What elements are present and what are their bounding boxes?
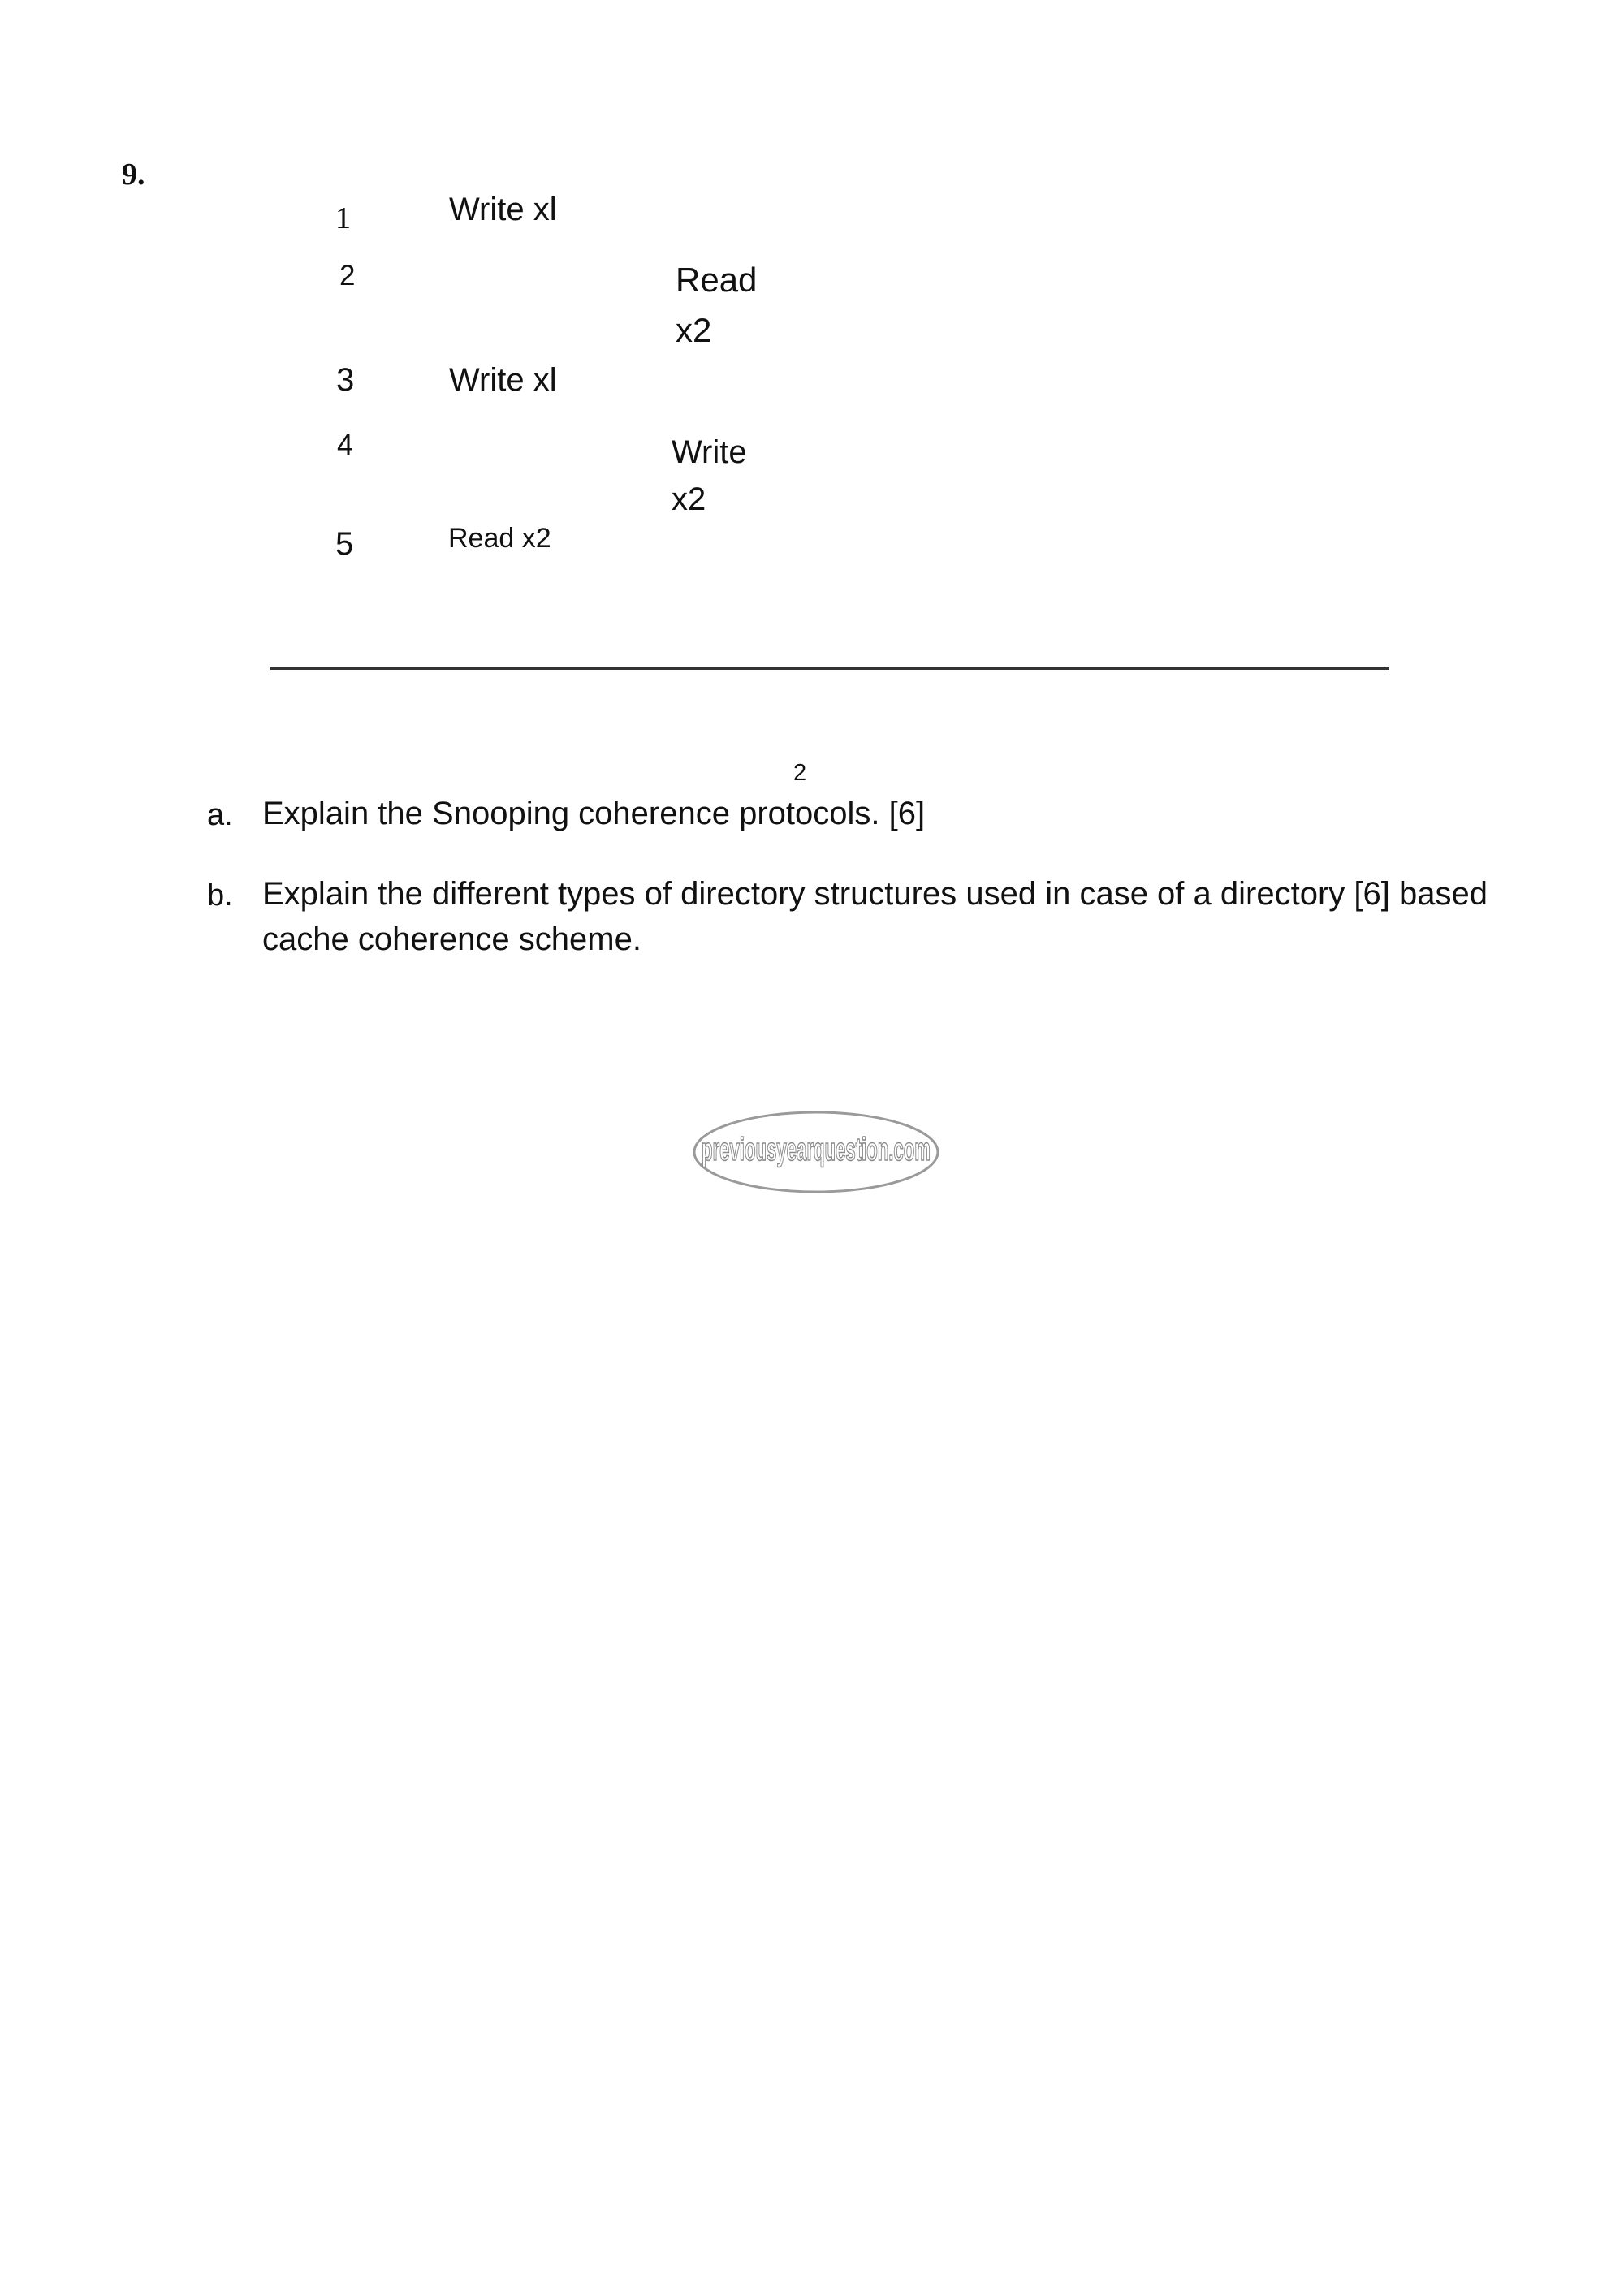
sub-question-text: Explain the different types of directory structures used in case of a directory [6] based cache coherence scheme. [262, 876, 1488, 957]
step-operation: Write xl [449, 362, 557, 398]
watermark-text: previousyearquestion.com [702, 1132, 931, 1167]
step-index: 5 [335, 526, 354, 562]
step-operation: Read x2 [676, 261, 758, 349]
sub-question-label: b. [207, 878, 233, 913]
question-number: 9. [122, 158, 145, 192]
step-index: 3 [336, 362, 355, 398]
step-operation: Write xl [449, 192, 557, 227]
step-operation: Write x2 [672, 434, 747, 517]
sub-question-label: a. [207, 798, 233, 832]
step-operation: Read x2 [448, 523, 551, 554]
horizontal-rule [270, 667, 1389, 670]
step-index: 2 [339, 260, 356, 291]
page-number: 2 [793, 760, 807, 786]
step-index: 1 [335, 201, 351, 235]
step-index: 4 [337, 428, 354, 461]
sub-question-text: Explain the Snooping coherence protocols. [6] [262, 796, 926, 831]
watermark-logo [692, 1110, 940, 1194]
